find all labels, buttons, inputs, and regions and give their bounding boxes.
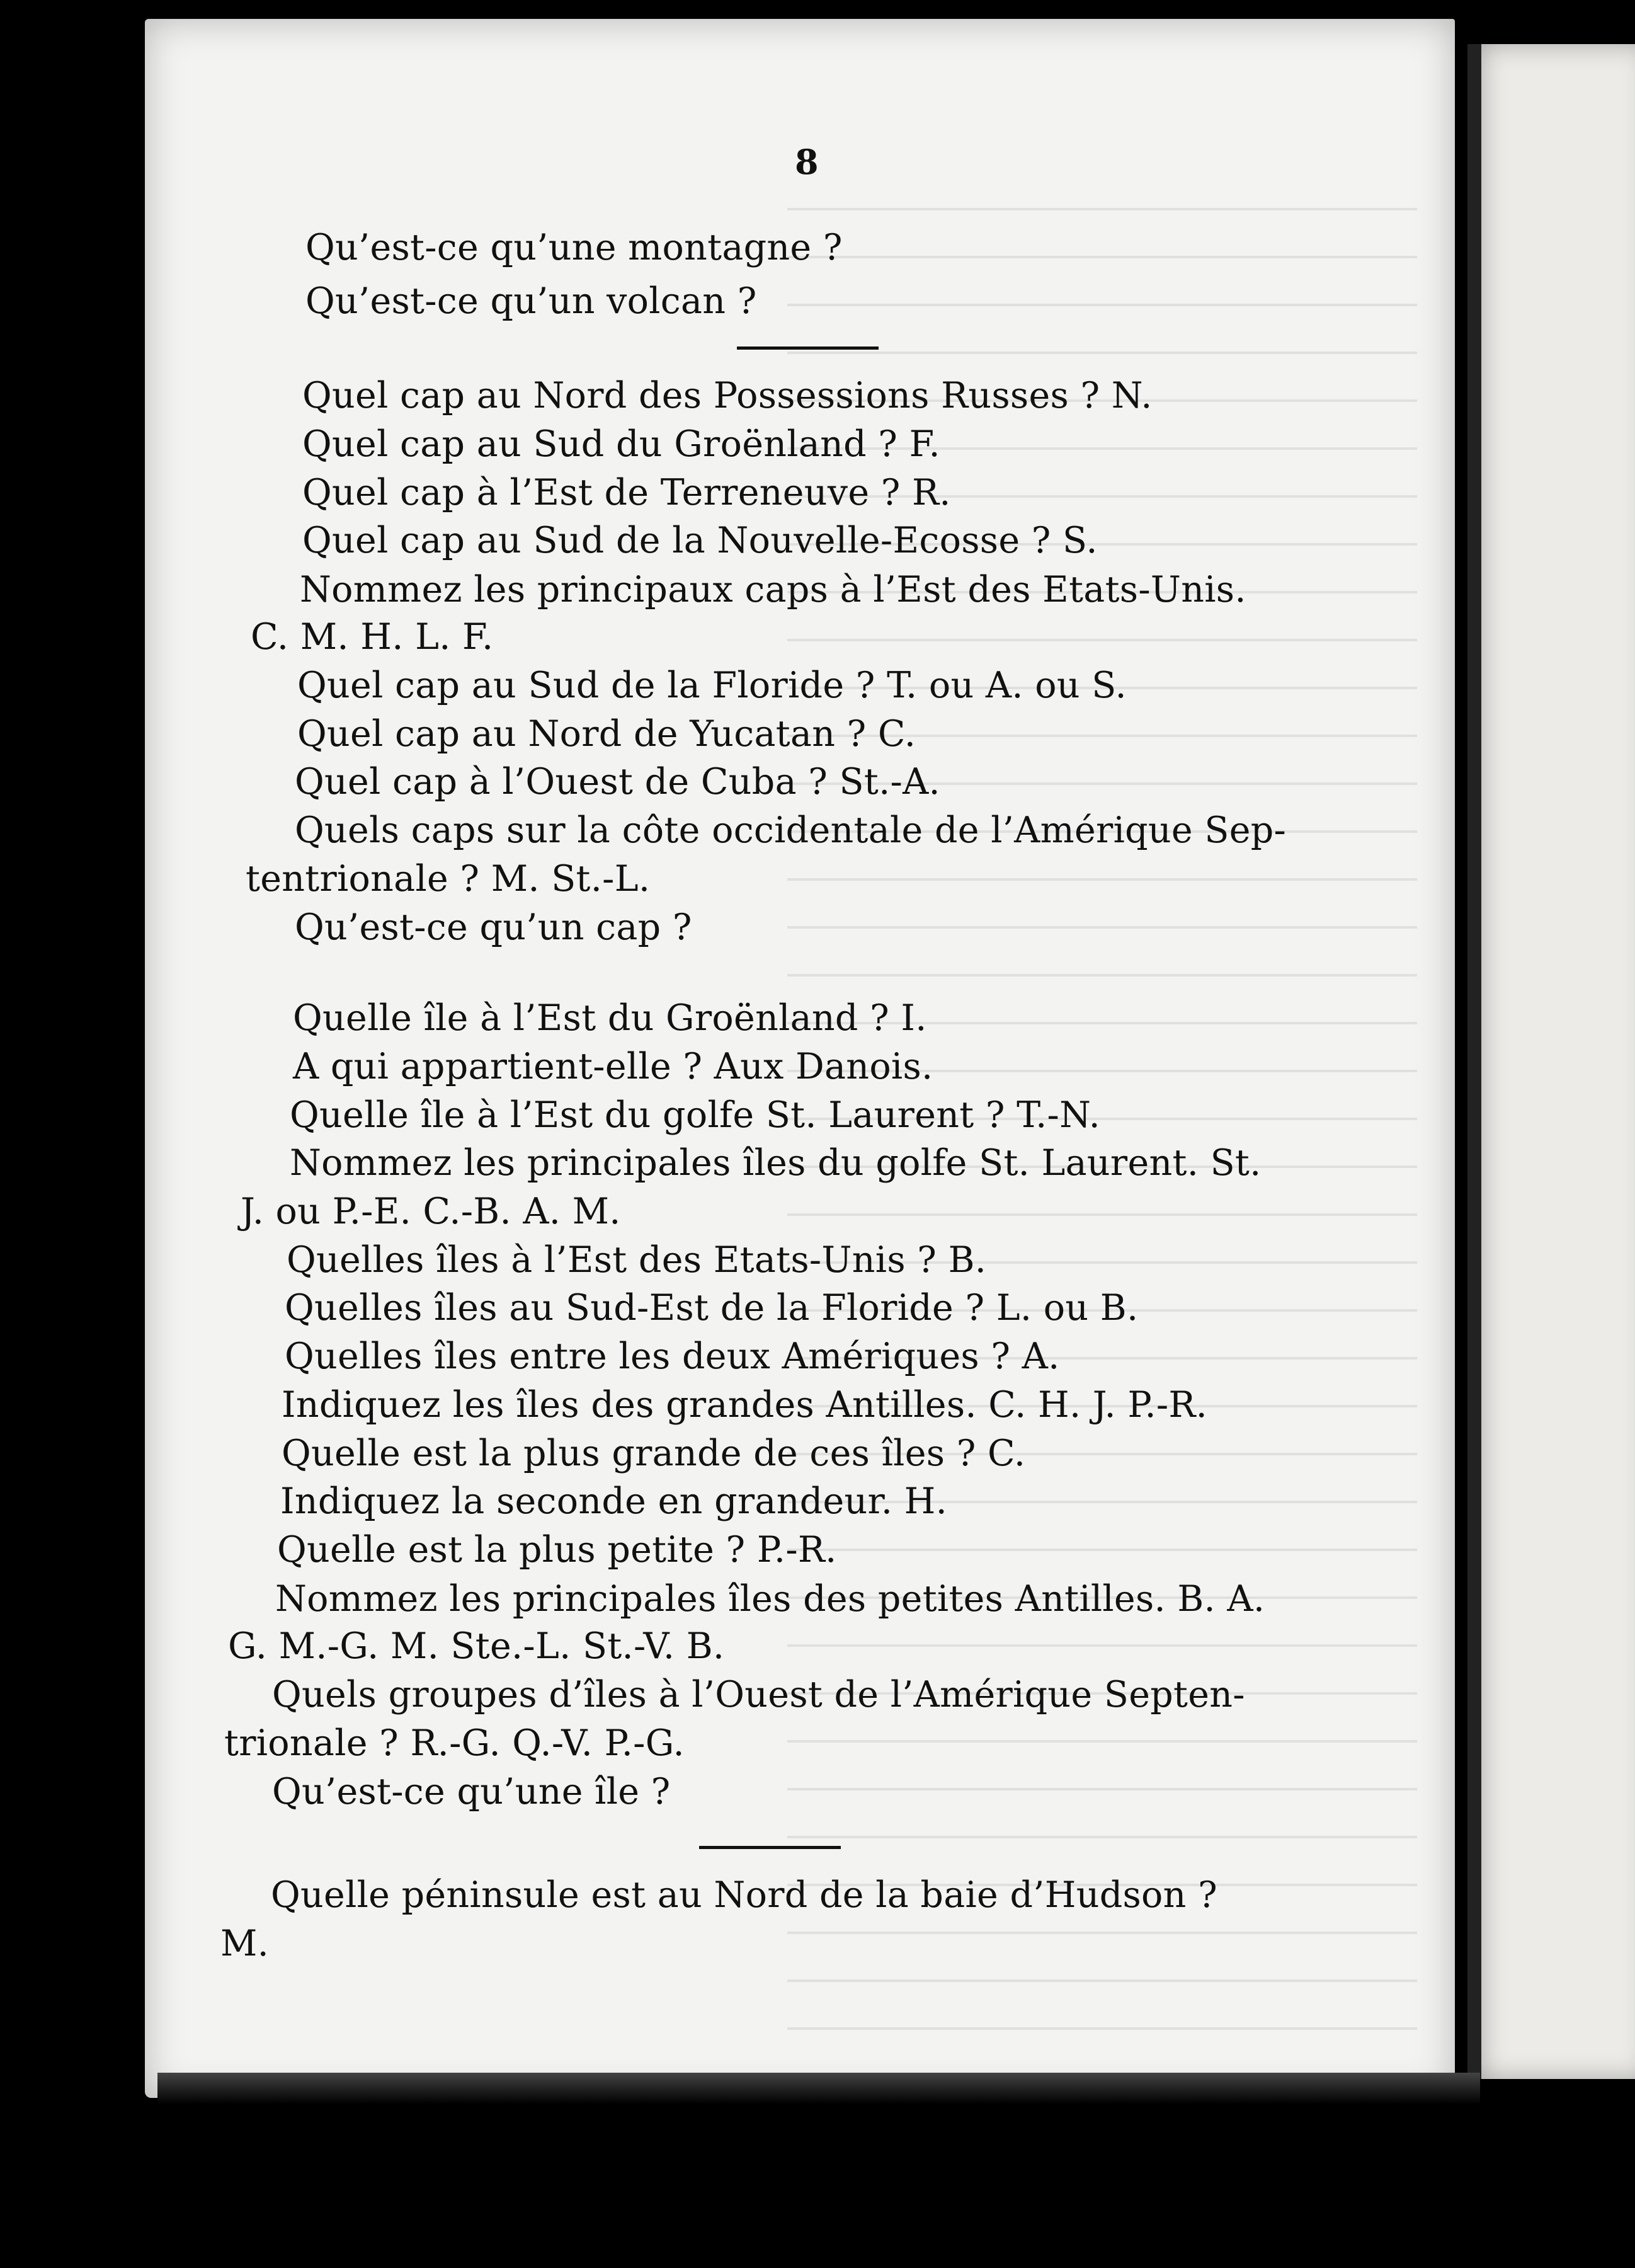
section-divider	[737, 346, 879, 350]
text-line: tentrionale ? M. St.-L.	[246, 858, 651, 900]
page-number: 8	[795, 142, 819, 182]
text-line: Quelles îles entre les deux Amériques ? A.	[285, 1336, 1060, 1377]
text-line: Quelle est la plus petite ? P.-R.	[277, 1529, 837, 1571]
text-line: G. M.-G. M. Ste.-L. St.-V. B.	[228, 1625, 725, 1667]
text-line: trionale ? R.-G. Q.-V. P.-G.	[224, 1722, 685, 1764]
text-line: Quel cap au Sud du Groënland ? F.	[302, 423, 940, 465]
text-line: Quelles îles à l’Est des Etats-Unis ? B.	[287, 1239, 987, 1281]
text-line: Qu’est-ce qu’une île ?	[272, 1771, 671, 1813]
text-line: M.	[220, 1923, 270, 1964]
text-line: Quels caps sur la côte occidentale de l’Amérique Sep-	[295, 810, 1287, 851]
text-line: Quelle péninsule est au Nord de la baie d’Hudson ?	[271, 1874, 1217, 1916]
text-line: Quelle est la plus grande de ces îles ? C.	[282, 1433, 1026, 1474]
text-line: Quelle île à l’Est du Groënland ? I.	[293, 997, 927, 1039]
section-divider	[699, 1846, 841, 1849]
text-line: Qu’est-ce qu’un volcan ?	[305, 280, 757, 322]
text-line: Nommez les principales îles du golfe St. Laurent. St.	[290, 1142, 1262, 1184]
text-line: Quel cap à l’Est de Terreneuve ? R.	[302, 472, 951, 513]
text-line: Nommez les principales îles des petites Antilles. B. A.	[275, 1578, 1265, 1620]
text-line: Quel cap à l’Ouest de Cuba ? St.-A.	[295, 761, 940, 803]
text-line: Indiquez les îles des grandes Antilles. C. H. J. P.-R.	[282, 1384, 1208, 1426]
text-line: C. M. H. L. F.	[251, 616, 494, 658]
text-line: Quel cap au Nord de Yucatan ? C.	[297, 713, 916, 755]
text-line: Qu’est-ce qu’une montagne ?	[305, 227, 843, 268]
text-line: Quel cap au Nord des Possessions Russes ? N.	[302, 375, 1153, 416]
text-line: Quel cap au Sud de la Floride ? T. ou A. ou S.	[297, 665, 1127, 706]
text-line: Nommez les principaux caps à l’Est des Etats-Unis.	[300, 569, 1246, 610]
page-shadow	[157, 2073, 1480, 2104]
text-line: Quels groupes d’îles à l’Ouest de l’Amérique Septen-	[272, 1674, 1245, 1715]
text-line: Quelles îles au Sud-Est de la Floride ? L. ou B.	[285, 1287, 1139, 1329]
text-line: Indiquez la seconde en grandeur. H.	[280, 1480, 948, 1522]
text-line: J. ou P.-E. C.-B. A. M.	[241, 1191, 621, 1232]
text-line: Quel cap au Sud de la Nouvelle-Ecosse ? S.	[302, 520, 1098, 561]
text-line: Quelle île à l’Est du golfe St. Laurent ? T.-N.	[290, 1094, 1101, 1136]
facing-page-edge	[1467, 44, 1635, 2079]
text-line: A qui appartient-elle ? Aux Danois.	[293, 1046, 933, 1087]
text-line: Qu’est-ce qu’un cap ?	[295, 907, 692, 948]
